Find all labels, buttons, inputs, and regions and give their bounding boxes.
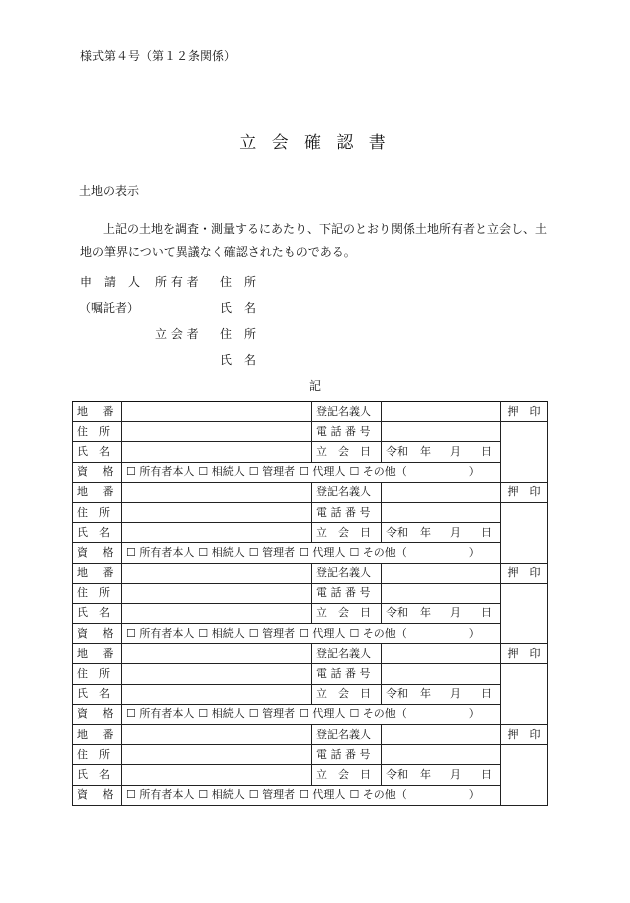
lot-number-field[interactable]	[122, 402, 312, 422]
phone-label: 電 話 番 号	[312, 745, 382, 765]
applicant-label: 申 請 人	[80, 275, 141, 289]
phone-label: 電 話 番 号	[312, 502, 382, 522]
phone-field[interactable]	[382, 745, 501, 765]
qualification-label: 資 格	[73, 785, 122, 805]
name-field[interactable]	[122, 684, 312, 704]
qualification-checkbox[interactable]: ☐ 所有者本人	[126, 707, 195, 721]
date-month: 月	[450, 444, 461, 458]
qualification-checkbox[interactable]: ☐ 代理人	[299, 707, 346, 721]
phone-label: 電 話 番 号	[312, 422, 382, 442]
name-label: 氏 名	[73, 684, 122, 704]
seal-label: 押 印	[501, 402, 548, 422]
lot-number-field[interactable]	[122, 725, 312, 745]
name-field[interactable]	[122, 523, 312, 543]
name-label: 氏 名	[73, 603, 122, 623]
lot-number-field[interactable]	[122, 563, 312, 583]
record-row-qualification	[73, 624, 548, 644]
seal-label: 押 印	[501, 644, 548, 664]
record-row-qualification	[73, 543, 548, 563]
registered-owner-label: 登記名義人	[312, 482, 382, 502]
qualification-checkbox[interactable]: ☐ その他（	[349, 545, 407, 559]
phone-field[interactable]	[382, 502, 501, 522]
witness-date-label: 立 会 日	[312, 442, 382, 462]
date-era: 令和	[386, 687, 408, 701]
seal-box[interactable]	[501, 502, 548, 563]
record-row-lot	[73, 725, 548, 745]
record-row-address	[73, 583, 548, 603]
close-paren: ）	[468, 626, 480, 640]
name-field[interactable]	[122, 765, 312, 785]
qualification-label: 資 格	[73, 543, 122, 563]
qualification-checkbox[interactable]: ☐ 所有者本人	[126, 465, 195, 479]
lot-number-field[interactable]	[122, 482, 312, 502]
witness-date-field[interactable]	[382, 442, 501, 462]
intro-paragraph	[80, 218, 550, 264]
date-era: 令和	[386, 444, 408, 458]
address-field[interactable]	[122, 664, 312, 684]
record-row-lot	[73, 402, 548, 422]
address-label: 住 所	[73, 664, 122, 684]
lot-number-field[interactable]	[122, 644, 312, 664]
address-label: 住 所	[73, 422, 122, 442]
record-row-name	[73, 684, 548, 704]
witness-date-label: 立 会 日	[312, 603, 382, 623]
date-day: 日	[481, 525, 492, 539]
close-paren: ）	[468, 707, 480, 721]
commission-label: （嘱託者）	[79, 301, 140, 315]
qualification-checkbox[interactable]: ☐ 管理者	[248, 788, 296, 802]
witness-date-field[interactable]	[382, 523, 501, 543]
qualification-checkbox[interactable]: ☐ 所有者本人	[126, 788, 195, 802]
qualification-checkbox[interactable]: ☐ 相続人	[198, 545, 245, 559]
qualification-options	[122, 624, 501, 644]
seal-label: 押 印	[501, 482, 548, 502]
phone-field[interactable]	[382, 422, 501, 442]
record-row-name	[73, 603, 548, 623]
record-row-name	[73, 523, 548, 543]
qualification-label: 資 格	[73, 624, 122, 644]
lot-number-label: 地 番	[73, 402, 122, 422]
lot-number-label: 地 番	[73, 725, 122, 745]
qualification-options	[122, 785, 501, 805]
qualification-checkbox[interactable]: ☐ その他（	[349, 707, 407, 721]
address-field[interactable]	[122, 583, 312, 603]
date-month: 月	[450, 767, 461, 781]
witness-records-table	[72, 401, 548, 806]
registered-owner-field[interactable]	[382, 402, 501, 422]
address-field[interactable]	[122, 502, 312, 522]
qualification-checkbox[interactable]: ☐ 管理者	[248, 707, 296, 721]
seal-box[interactable]	[501, 422, 548, 483]
date-day: 日	[481, 687, 492, 701]
date-year: 年	[420, 767, 431, 781]
record-row-address	[73, 745, 548, 765]
date-year: 年	[420, 687, 431, 701]
qualification-options	[122, 543, 501, 563]
date-year: 年	[420, 444, 431, 458]
date-year: 年	[420, 525, 431, 539]
seal-box[interactable]	[501, 745, 548, 806]
date-month: 月	[450, 606, 461, 620]
witness-name-label: 氏 名	[220, 353, 257, 367]
record-row-address	[73, 664, 548, 684]
qualification-checkbox[interactable]: ☐ 相続人	[198, 788, 245, 802]
document-title: 立 会 確 認 書	[239, 133, 391, 153]
seal-box[interactable]	[501, 664, 548, 725]
witness-address-label: 住 所	[220, 327, 257, 341]
name-label: 氏 名	[73, 442, 122, 462]
qualification-checkbox[interactable]: ☐ 管理者	[248, 465, 296, 479]
record-row-lot	[73, 644, 548, 664]
date-day: 日	[481, 767, 492, 781]
qualification-checkbox[interactable]: ☐ 管理者	[248, 626, 296, 640]
seal-label: 押 印	[501, 563, 548, 583]
registered-owner-label: 登記名義人	[312, 563, 382, 583]
close-paren: ）	[468, 788, 480, 802]
qualification-checkbox[interactable]: ☐ 相続人	[198, 465, 245, 479]
registered-owner-label: 登記名義人	[312, 644, 382, 664]
address-field[interactable]	[122, 745, 312, 765]
land-display-label: 土地の表示	[79, 184, 140, 198]
qualification-checkbox[interactable]: ☐ 所有者本人	[126, 626, 195, 640]
registered-owner-field[interactable]	[382, 563, 501, 583]
applicant-name-label: 氏 名	[220, 301, 257, 315]
witness-date-field[interactable]	[382, 765, 501, 785]
record-row-lot	[73, 563, 548, 583]
seal-label: 押 印	[501, 725, 548, 745]
qualification-checkbox[interactable]: ☐ 相続人	[198, 626, 245, 640]
qualification-options	[122, 704, 501, 724]
date-day: 日	[481, 444, 492, 458]
seal-box[interactable]	[501, 583, 548, 644]
owner-label: 所 有 者	[155, 275, 199, 289]
qualification-checkbox[interactable]: ☐ 代理人	[299, 465, 346, 479]
address-label: 住 所	[73, 583, 122, 603]
qualification-checkbox[interactable]: ☐ 管理者	[248, 545, 296, 559]
record-row-address	[73, 422, 548, 442]
intro-line-2: 地の筆界について異議なく確認されたものである。	[80, 245, 356, 259]
qualification-checkbox[interactable]: ☐ 代理人	[299, 545, 346, 559]
qualification-checkbox[interactable]: ☐ 所有者本人	[126, 545, 195, 559]
record-row-address	[73, 502, 548, 522]
address-label: 住 所	[73, 502, 122, 522]
form-number: 様式第４号（第１２条関係）	[80, 49, 237, 63]
name-field[interactable]	[122, 603, 312, 623]
date-year: 年	[420, 606, 431, 620]
date-era: 令和	[386, 767, 408, 781]
lot-number-label: 地 番	[73, 563, 122, 583]
name-field[interactable]	[122, 442, 312, 462]
qualification-checkbox[interactable]: ☐ 相続人	[198, 707, 245, 721]
registered-owner-field[interactable]	[382, 644, 501, 664]
address-field[interactable]	[122, 422, 312, 442]
phone-field[interactable]	[382, 583, 501, 603]
close-paren: ）	[468, 465, 480, 479]
registered-owner-field[interactable]	[382, 725, 501, 745]
witness-label: 立 会 者	[155, 327, 199, 341]
date-era: 令和	[386, 525, 408, 539]
qualification-checkbox[interactable]: ☐ 代理人	[299, 626, 346, 640]
address-label: 住 所	[73, 745, 122, 765]
date-era: 令和	[386, 606, 408, 620]
qualification-checkbox[interactable]: ☐ その他（	[349, 465, 407, 479]
date-month: 月	[450, 525, 461, 539]
ki-heading: 記	[308, 379, 321, 393]
lot-number-label: 地 番	[73, 482, 122, 502]
record-row-name	[73, 442, 548, 462]
witness-date-label: 立 会 日	[312, 765, 382, 785]
qualification-label: 資 格	[73, 462, 122, 482]
record-row-lot	[73, 482, 548, 502]
date-day: 日	[481, 606, 492, 620]
record-row-name	[73, 765, 548, 785]
date-month: 月	[450, 687, 461, 701]
name-label: 氏 名	[73, 523, 122, 543]
close-paren: ）	[468, 545, 480, 559]
qualification-label: 資 格	[73, 704, 122, 724]
lot-number-label: 地 番	[73, 644, 122, 664]
qualification-options	[122, 462, 501, 482]
record-row-qualification	[73, 785, 548, 805]
qualification-checkbox[interactable]: ☐ その他（	[349, 626, 407, 640]
registered-owner-label: 登記名義人	[312, 402, 382, 422]
phone-label: 電 話 番 号	[312, 583, 382, 603]
record-row-qualification	[73, 462, 548, 482]
applicant-address-label: 住 所	[220, 275, 257, 289]
witness-date-field[interactable]	[382, 603, 501, 623]
qualification-checkbox[interactable]: ☐ その他（	[349, 788, 407, 802]
phone-label: 電 話 番 号	[312, 664, 382, 684]
registered-owner-label: 登記名義人	[312, 725, 382, 745]
phone-field[interactable]	[382, 664, 501, 684]
registered-owner-field[interactable]	[382, 482, 501, 502]
qualification-checkbox[interactable]: ☐ 代理人	[299, 788, 346, 802]
name-label: 氏 名	[73, 765, 122, 785]
witness-date-field[interactable]	[382, 684, 501, 704]
record-row-qualification	[73, 704, 548, 724]
intro-line-1: 上記の土地を調査・測量するにあたり、下記のとおり関係土地所有者と立会し、土	[103, 222, 548, 236]
witness-date-label: 立 会 日	[312, 684, 382, 704]
witness-date-label: 立 会 日	[312, 523, 382, 543]
